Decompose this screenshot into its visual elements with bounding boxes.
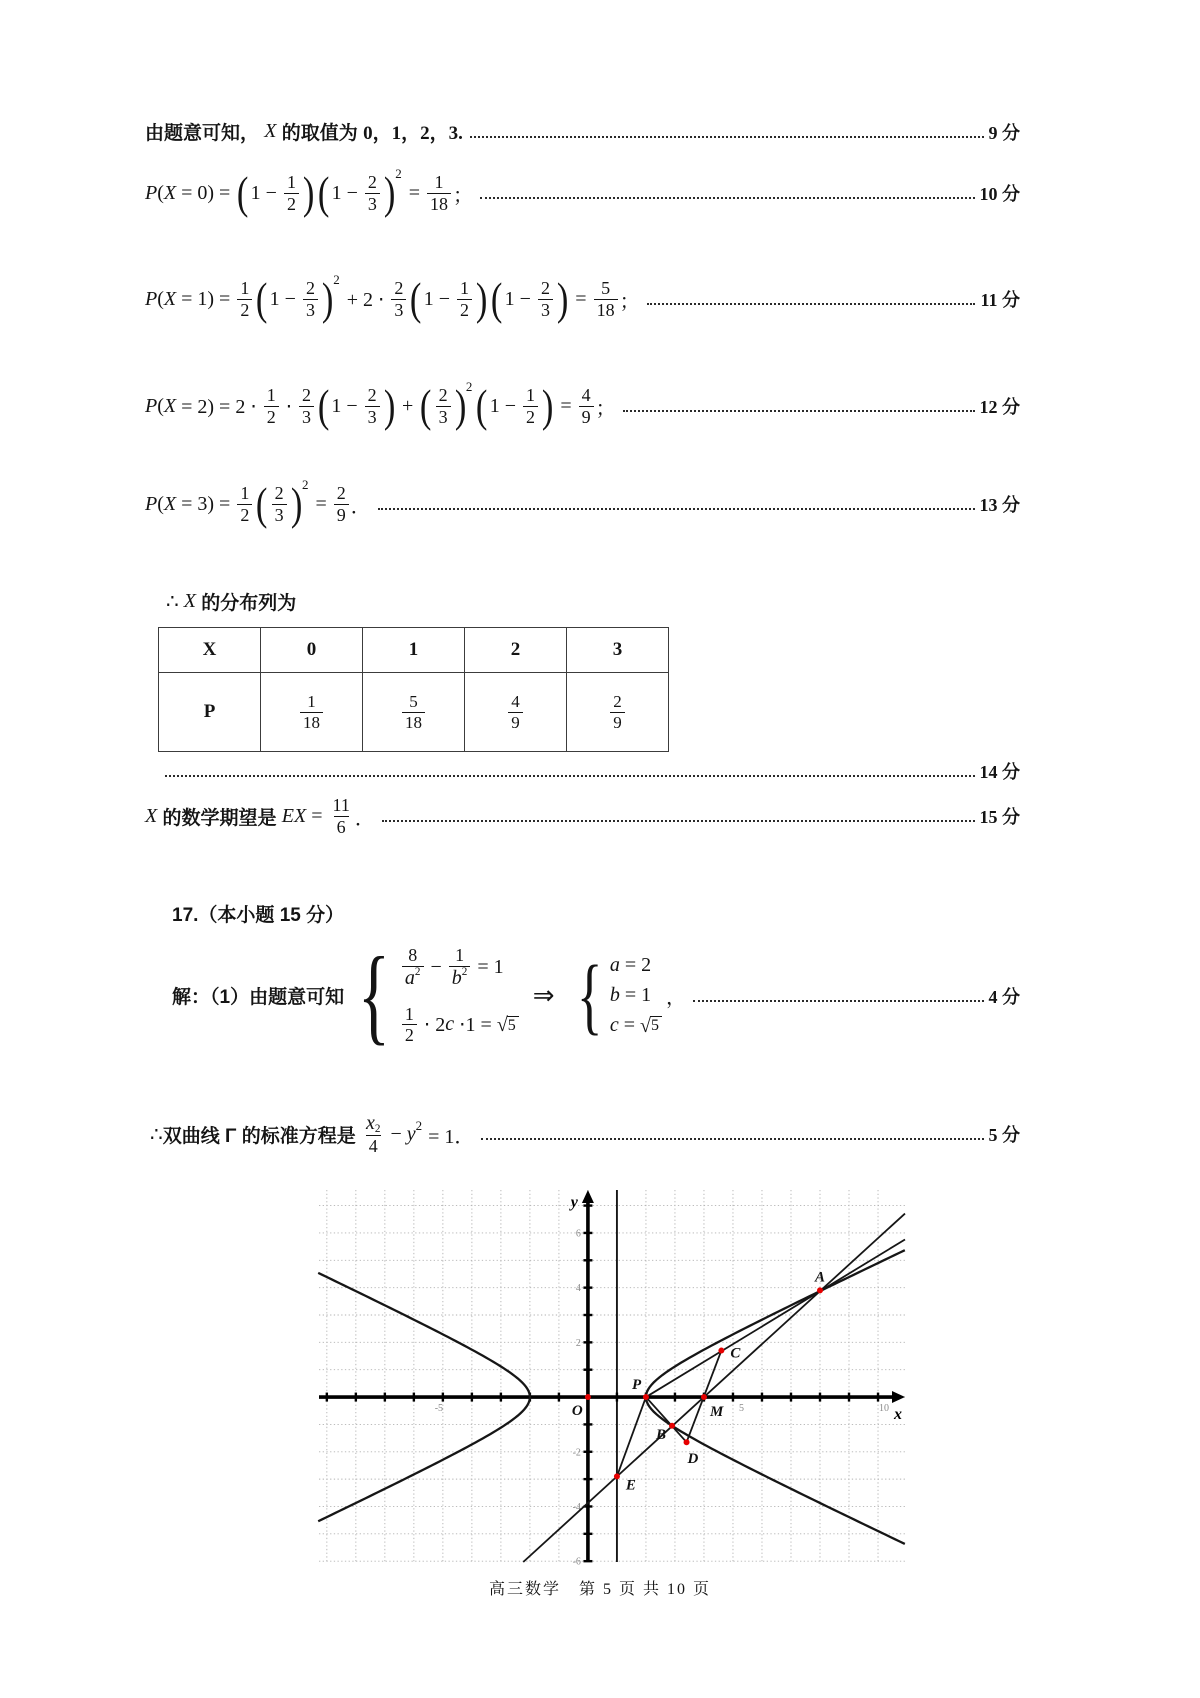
y-tick-label: -4 bbox=[572, 1501, 581, 1513]
dotted-leader bbox=[481, 1138, 983, 1140]
table-row bbox=[159, 628, 669, 673]
point-label-C: C bbox=[730, 1345, 741, 1362]
table-cell: 0 bbox=[261, 628, 363, 673]
score-label: 9 分 bbox=[988, 122, 1020, 143]
line-problem17: 17.（本小题 15 分） bbox=[172, 905, 345, 926]
table-row bbox=[159, 673, 669, 752]
score-label: 4 分 bbox=[988, 986, 1020, 1007]
parenthesized-group: ( 1 − $\frac{2}{3}$ ) bbox=[318, 167, 396, 219]
table-cell: 3 bbox=[567, 628, 669, 673]
fraction: $\frac{2}{3}$ bbox=[299, 385, 314, 427]
dotted-leader bbox=[623, 410, 975, 412]
point-M bbox=[701, 1394, 707, 1400]
line-step9: 由题意可知， X 的取值为 0，1，2，3. 9 分 bbox=[145, 120, 1020, 144]
fraction: $\frac{1}{2}$ bbox=[264, 385, 279, 427]
point-label-M: M bbox=[709, 1404, 724, 1421]
segment-P-E bbox=[617, 1397, 646, 1476]
fraction: $\frac{2}{9}$ bbox=[334, 483, 349, 525]
dotted-leader bbox=[647, 303, 976, 305]
line-solution1: 解：（1）由题意可知 { 8 a 2 − 1 b 2 = 1 $\frac{1}{2}$ ⋅ 2 c ⋅1 = √ 5 ⇒ { a = 2 b = 1 c = √ 5 ， 4 分 bbox=[172, 935, 1020, 1055]
fraction: $\frac{2}{3}$ bbox=[391, 278, 406, 320]
line-standard-equation: ∴ 双曲线 Γ 的标准方程是 x 2 4 − y 2 = 1． 5 分 bbox=[150, 1112, 1020, 1156]
chord-P-A-extended bbox=[646, 1240, 905, 1398]
score-label: 5 分 bbox=[988, 1125, 1020, 1146]
dotted-leader bbox=[470, 136, 984, 138]
line-step10: P ( X = 0) = ( 1 − $\frac{1}{2}$ ) ( 1 − $\frac{2}{3}$ ) 2 = $\frac{1}{18}$ ； 10 分 bbox=[145, 166, 1020, 219]
parenthesized-group: ( 1 − $\frac{1}{2}$ ) bbox=[237, 167, 315, 219]
fraction: $\frac{2}{3}$ bbox=[538, 278, 553, 320]
line-step12: P ( X = 2) = 2 ⋅ $\frac{1}{2}$ ⋅ $\frac{2}{3}$ ( 1 − $\frac{2}{3}$ ) + ( $\frac{2}{3}$ ) 2 ( 1 − $\frac{1}{2}$ ) = $\frac{4}{9}$ ； 12 分 bbox=[145, 379, 1020, 432]
fraction: $\frac{4}{9}$ bbox=[579, 385, 594, 427]
point-label-B: B bbox=[656, 1426, 667, 1443]
line-distribution-intro: ∴ X 的分布列为 bbox=[166, 590, 297, 614]
point-label-O: O bbox=[571, 1403, 583, 1420]
y-tick-label: 2 bbox=[575, 1337, 581, 1349]
fraction: 8 a 2 bbox=[402, 945, 424, 990]
x-tick-label: -5 bbox=[434, 1403, 444, 1415]
probability-fraction: $\frac{2}{9}$ bbox=[610, 692, 625, 734]
x-tick-label: 10 bbox=[879, 1403, 890, 1415]
score-label: 12 分 bbox=[979, 397, 1020, 418]
fraction: $\frac{1}{2}$ bbox=[402, 1004, 417, 1046]
fraction: $\frac{1}{2}$ bbox=[237, 278, 252, 320]
table-cell bbox=[261, 673, 363, 752]
parenthesized-group: ( 1 − $\frac{1}{2}$ ) bbox=[476, 380, 554, 432]
point-O bbox=[585, 1394, 591, 1400]
fraction: $\frac{5}{18}$ bbox=[594, 278, 618, 320]
score-label: 14 分 bbox=[979, 762, 1020, 782]
y-tick-label: 4 bbox=[575, 1283, 581, 1295]
fraction: $\frac{2}{3}$ bbox=[365, 385, 380, 427]
point-D bbox=[684, 1439, 690, 1445]
table-cell bbox=[465, 673, 567, 752]
point-A bbox=[817, 1287, 823, 1293]
line-step13: P ( X = 3) = $\frac{1}{2}$ ( $\frac{2}{3}$ ) 2 = $\frac{2}{9}$ ． 13 分 bbox=[145, 477, 1020, 530]
cases-system: { 8 a 2 − 1 b 2 = 1 $\frac{1}{2}$ ⋅ 2 c ⋅1 = √ 5 bbox=[348, 945, 519, 1046]
probability-fraction: $\frac{5}{18}$ bbox=[402, 692, 425, 734]
page-footer: 高三数学 第 5 页 共 10 页 bbox=[488, 1581, 711, 1598]
dotted-leader bbox=[480, 197, 975, 199]
parenthesized-group: ( 1 − $\frac{2}{3}$ ) bbox=[256, 273, 334, 325]
point-E bbox=[614, 1473, 620, 1479]
x-axis-arrow bbox=[892, 1391, 905, 1403]
table-header-p: P bbox=[159, 673, 261, 752]
fraction: $\frac{1}{2}$ bbox=[284, 172, 299, 214]
fraction: $\frac{1}{2}$ bbox=[523, 385, 538, 427]
fraction: x 2 4 bbox=[366, 1112, 381, 1156]
fraction: $\frac{2}{3}$ bbox=[303, 278, 318, 320]
line-step14 bbox=[158, 758, 1020, 784]
point-label-D: D bbox=[687, 1451, 699, 1468]
x-axis-label: x bbox=[894, 1406, 902, 1424]
parenthesized-group: ( $\frac{2}{3}$ ) bbox=[256, 478, 303, 530]
score-label: 13 分 bbox=[979, 495, 1020, 516]
y-axis-arrow bbox=[582, 1190, 594, 1203]
score-label: 11 分 bbox=[980, 290, 1020, 311]
point-label-A: A bbox=[815, 1269, 826, 1286]
dotted-leader bbox=[165, 775, 975, 777]
probability-fraction: $\frac{1}{18}$ bbox=[300, 692, 323, 734]
point-P bbox=[643, 1394, 649, 1400]
probability-fraction: $\frac{4}{9}$ bbox=[508, 692, 523, 734]
x-tick-label: 5 bbox=[738, 1403, 744, 1415]
table-cell: 1 bbox=[363, 628, 465, 673]
square-root: √ 5 bbox=[640, 1016, 662, 1036]
parenthesized-group: ( $\frac{2}{3}$ ) bbox=[420, 380, 467, 432]
parenthesized-group: ( 1 − $\frac{2}{3}$ ) bbox=[317, 380, 396, 432]
score-label: 10 分 bbox=[979, 184, 1020, 205]
fraction: $\frac{1}{2}$ bbox=[457, 278, 472, 320]
parenthesized-group: ( 1 − $\frac{2}{3}$ ) bbox=[491, 273, 569, 325]
parenthesized-group: ( 1 − $\frac{1}{2}$ ) bbox=[410, 273, 488, 325]
table-cell bbox=[363, 673, 465, 752]
table-cell bbox=[567, 673, 669, 752]
y-tick-label: -6 bbox=[572, 1556, 581, 1568]
fraction: $\frac{2}{3}$ bbox=[272, 483, 287, 525]
dotted-leader bbox=[378, 508, 975, 510]
y-axis-label: y bbox=[570, 1194, 578, 1211]
y-tick-label: -2 bbox=[572, 1447, 581, 1459]
fraction: $\frac{1}{18}$ bbox=[427, 172, 451, 214]
table-cell: 2 bbox=[465, 628, 567, 673]
fraction: 1 b 2 bbox=[449, 945, 471, 990]
fraction: $\frac{11}{6}$ bbox=[332, 795, 350, 837]
fraction: $\frac{2}{3}$ bbox=[365, 172, 380, 214]
coordinate-plane bbox=[319, 1190, 905, 1568]
point-B bbox=[669, 1423, 675, 1429]
point-label-E: E bbox=[625, 1477, 636, 1494]
line-step15: X 的数学期望是 EX = $\frac{11}{6}$ ． 15 分 bbox=[145, 795, 1020, 837]
hyperbola-figure bbox=[319, 1190, 905, 1567]
score-label: 15 分 bbox=[979, 807, 1020, 828]
y-tick-label: 6 bbox=[575, 1228, 581, 1240]
line-step11: P ( X = 1) = $\frac{1}{2}$ ( 1 − $\frac{2}{3}$ ) 2 + 2 ⋅ $\frac{2}{3}$ ( 1 − $\frac{1}{2}$ ) ( 1 − $\frac{2}{3}$ ) = $\frac{5}{18}$ ； 11 分 bbox=[145, 272, 1020, 325]
implies-arrow: ⇒ bbox=[532, 980, 555, 1010]
square-root: √ 5 bbox=[497, 1015, 519, 1035]
fraction: $\frac{1}{2}$ bbox=[237, 483, 252, 525]
table-header-x: X bbox=[159, 628, 261, 673]
chord-A-M-B-E-extended bbox=[523, 1214, 905, 1562]
distribution-table bbox=[158, 627, 669, 752]
point-label-P: P bbox=[631, 1377, 642, 1394]
dotted-leader bbox=[693, 1000, 983, 1002]
fraction: $\frac{2}{3}$ bbox=[436, 385, 451, 427]
point-C bbox=[718, 1348, 724, 1354]
cases-system: { a = 2 b = 1 c = √ 5 bbox=[569, 954, 662, 1037]
dotted-leader bbox=[382, 820, 975, 822]
